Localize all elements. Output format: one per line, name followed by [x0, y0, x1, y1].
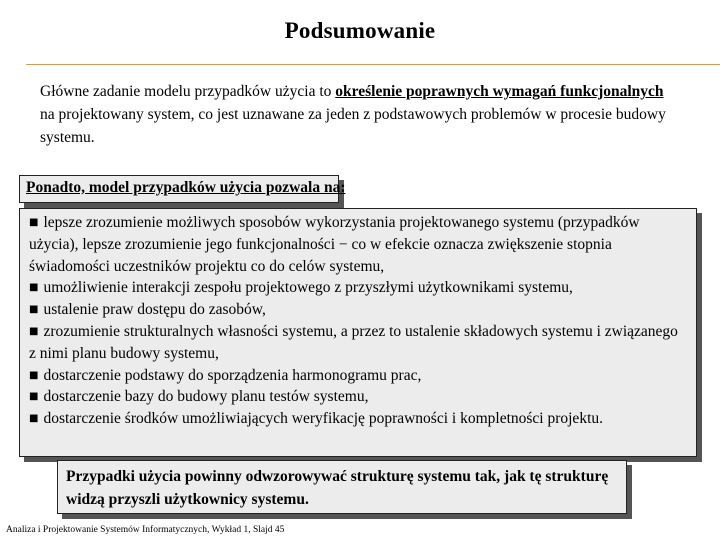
list-item: ■ dostarczenie podstawy do sporządzenia harmonogramu prac, — [29, 365, 684, 387]
list-item: ■ ustalenie praw dostępu do zasobów, — [29, 299, 684, 321]
bullet-icon: ■ — [29, 217, 39, 228]
benefits-box — [19, 208, 697, 457]
intro-text-start: Główne zadanie modelu przypadków użycia to — [40, 83, 336, 100]
summary-text: Przypadki użycia powinny odwzorowywać strukturę systemu tak, jak tę strukturę widzą przyszli użytkownicy systemu. — [66, 468, 609, 508]
slide-title: Podsumowanie — [284, 18, 436, 43]
bullet-icon: ■ — [29, 369, 39, 381]
bullet-icon: ■ — [29, 391, 39, 403]
list-item: ■ dostarczenie bazy do budowy planu testów systemu, — [29, 386, 684, 408]
benefits-list — [29, 212, 684, 430]
bullet-icon: ■ — [29, 304, 39, 316]
list-item: ■ dostarczenie środków umożliwiających weryfikację poprawności i kompletności projektu. — [29, 408, 684, 430]
title-divider — [26, 64, 720, 65]
bullet-icon: ■ — [29, 282, 39, 294]
list-heading: Ponadto, model przypadków użycia pozwala na: — [26, 179, 346, 196]
list-item: ■ zrozumienie strukturalnych własności systemu, a przez to ustalenie składowych systemu i związanego z nimi planu budowy systemu, — [29, 322, 678, 362]
slide-footer: Analiza i Projektowanie Systemów Informatycznych, Wykład 1, Slajd 45 — [6, 525, 285, 535]
bullet-icon: ■ — [29, 413, 39, 425]
intro-paragraph — [40, 80, 680, 149]
bullet-icon: ■ — [29, 325, 39, 337]
summary-box — [57, 460, 627, 514]
intro-emphasis: określenie poprawnych wymagań funkcjonalnych — [335, 83, 664, 100]
list-item: ■ lepsze zrozumienie możliwych sposobów wykorzystania projektowanego systemu (przypadków użycia), lepsze zrozumienie jego funkcjonalności − co w efekcie oznacza zwiększenie stopnia świadomości uczestników projektu co do celów systemu, — [29, 214, 640, 275]
list-heading-box — [19, 175, 346, 203]
intro-text-end: na projektowany system, co jest uznawane za jeden z podstawowych problemów w procesie budowy systemu. — [40, 106, 666, 146]
list-item: ■ umożliwienie interakcji zespołu projektowego z przyszłymi użytkownikami systemu, — [29, 277, 684, 299]
